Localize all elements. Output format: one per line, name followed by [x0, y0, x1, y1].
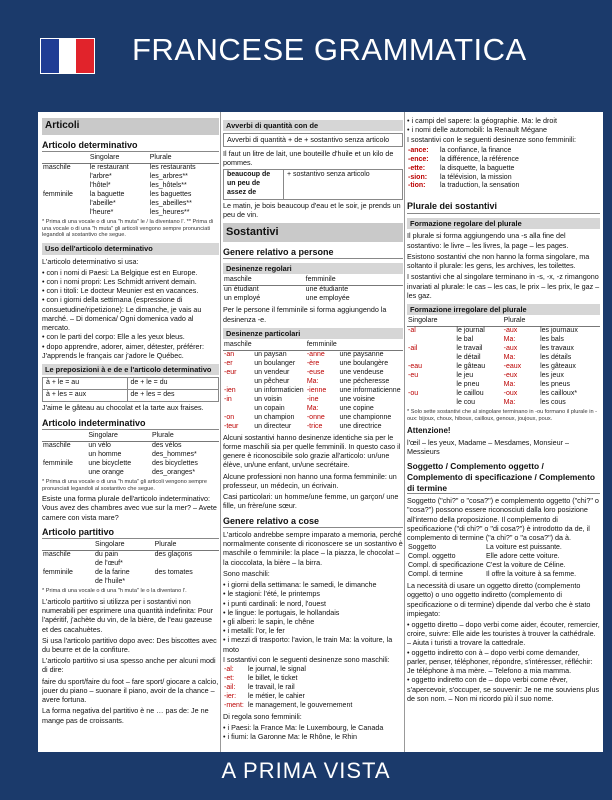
column-divider: [220, 112, 221, 752]
uso-list: [42, 268, 219, 360]
genere-cose-title: Genere relativo a cose: [223, 516, 403, 529]
part-title: Articolo partitivo: [42, 527, 219, 540]
indet-table: Singolare Plurale maschile un vélo des vélos un homme des_hommes* femminile une bicyclette des bicyclettes une orange des_oranges*: [42, 432, 219, 478]
form-text: I sostantivi che al singolare terminano in -s, -x, -z rimangono invariati al plurale: le cas – les cas, le prix – les prix, le gaz – les gaz.: [407, 272, 600, 300]
table-row: Compl. di termine Il offre la voiture à sa femme.: [408, 571, 577, 579]
table-row: -er un boulanger -ère une boulangère: [224, 360, 389, 368]
table-row: un employé une employée: [224, 295, 350, 303]
table-row: un homme des_hommes*: [88, 450, 197, 458]
content-panel: [38, 112, 603, 752]
column-3: [407, 116, 600, 748]
table-row: maschile du pain des glaçons: [43, 551, 192, 559]
part-text: L'articolo partitivo si usa spesso anche per alcuni modi di dire:: [42, 656, 216, 675]
footnote: * Prima di una vocale o di una "h muta" le / la diventano l'. ** Prima di una vocale o di una "h muta" gli articoli vengono sempre pronunciati legandoli al sostantivo che segue.: [42, 218, 214, 239]
part-text: faire du sport/faire du foot – fare sport/ giocare a calcio, jouer du piano – suonare il piano, avoir de la chance – avere fortuna.: [42, 676, 219, 705]
list-item: • con i nomi propri: Les Schmidt arrivent demain.: [42, 277, 219, 286]
regolari-table: maschile femminile un étudiant une étudiante un employé une employée: [223, 276, 403, 304]
partic-text: Casi particolari: un homme/une femme, un garçon/ une fille, un frère/une sœur.: [223, 492, 399, 511]
list-item: • oggetto indiretto con de – dopo verbi come rêver, s'apercevoir, s'occuper, se souvenir: Je ne me souviens plus de son nom. – Non mi ricordo più il suo nome.: [407, 675, 600, 703]
nec-list: [407, 620, 600, 703]
table-row: de l'huile*: [95, 578, 126, 586]
fem-label: Di regola sono femminili:: [223, 711, 302, 721]
table-row: -al le journal -aux les journaux: [408, 327, 578, 335]
avv-table: [223, 169, 403, 200]
sogg-table: [407, 544, 600, 580]
table-row: l'heure* les_heures**: [89, 209, 190, 217]
table-row: Soggetto La voiture est puissante.: [408, 544, 562, 552]
cose-text: L'articolo andrebbe sempre imparato a memoria, perché normalmente consente di riconoscere se un sostantivo è maschile o femminile: la place – la piazza, le chocolat – la cioccolata, la bière – la birra.: [223, 530, 403, 567]
attenzione-label: Attenzione!: [407, 426, 451, 436]
table-row: -eu le jeu -eux les jeux: [408, 372, 564, 380]
list-item: • i Paesi: la France Ma: le Luxembourg, le Canada: [223, 723, 403, 732]
footer-brand: A PRIMA VISTA: [221, 758, 391, 783]
sogg-text: Soggetto ("chi?" o "cosa?") e complemento oggetto ("chi?" o "cosa?") possono essere riconosciuti dalla loro posizione all'interno della proposizione. Il complemento di specificazione ("di chi?" o "di cosa?") è introdotto da de, il complemento di termine ("a chi?" o "a cosa?") da à.: [407, 496, 599, 543]
plurale-title: Plurale dei sostantivi: [407, 201, 600, 214]
table-row: -sion: la télévision, la mission: [408, 173, 512, 181]
table-row: -et: le billet, le ticket: [224, 675, 298, 683]
irr-table: Singolare Plurale -al le journal -aux les journaux le bal Ma: les bals -ail le travail -aux les travaux le détail Ma: les détails -eau le gâteau -eaux les gâteaux -eu le jeu -eux les jeux le pneu Ma: les pneus -ou le caillou -oux les cailloux* le cou Ma: les cous: [407, 317, 600, 408]
uso-title: Uso dell'articolo determinativo: [42, 243, 219, 254]
footnote: * Prima di una vocale o di una "h muta" gli articoli vengono sempre pronunciati legandoli al sostantivo che segue.: [42, 478, 208, 492]
list-item: • i punti cardinali: le nord, l'ouest: [223, 599, 403, 608]
prep-example: J'aime le gâteau au chocolat et la tarte aux fraises.: [42, 403, 204, 413]
table-row: le cou Ma: les cous: [456, 398, 566, 406]
attenzione-text: l'œil – les yeux, Madame – Mesdames, Monsieur – Messieurs: [407, 437, 569, 456]
det-title: Articolo determinativo: [42, 140, 219, 153]
indet-title: Articolo indeterminativo: [42, 418, 219, 431]
fem-list: [223, 723, 403, 741]
masc-label: Sono maschili:: [223, 568, 270, 578]
partic-text: Alcuni sostantivi hanno desinenze identiche sia per le forme maschili sia per quelle femminili. In questo caso il genere è riconoscibile solo grazie all'articolo: un/une élève, un/une enfant, un/une secrétaire.: [223, 432, 401, 470]
table-row: -teur un directeur -trice une directrice: [224, 422, 382, 430]
france-flag-icon: [40, 38, 95, 74]
section-articoli: Articoli: [42, 118, 219, 135]
partic-title: Desinenze particolari: [223, 328, 403, 339]
sogg-title: Soggetto / Complemento oggetto / Complemento di specificazione / Complemento di termine: [407, 461, 600, 494]
indet-text: Esiste una forma plurale dell'articolo indeterminativo: Vous avez des chambres avec vue sur la mer? – Avete camere con vista mare?: [42, 494, 217, 522]
table-row: -ier: le métier, le cahier: [224, 692, 305, 700]
table-row: -al: le journal, le signal: [224, 666, 306, 674]
list-item: • le lingue: le portugais, le hollandais: [223, 608, 403, 617]
table-row: l'arbre* les_arbres**: [89, 173, 188, 181]
table-row: le détail Ma: les détails: [456, 354, 572, 362]
list-item: • con i nomi di Paesi: La Belgique est en Europe.: [42, 268, 219, 277]
list-item: • oggetto indiretto con à – dopo verbi come demander, parler, penser, téléphoner, répondre, s'intéresser, réfléchir: Je téléphone à ma mère. – Telefono a mia mamma.: [407, 648, 600, 676]
prep-title: Le preposizioni à e de e l'articolo determinativo: [42, 364, 219, 375]
table-row: le pneu Ma: les pneus: [456, 381, 571, 389]
genere-persone-title: Genere relativo a persone: [223, 247, 403, 260]
det-table: Singolare Plurale maschile le restaurant les restaurants l'arbre* les_arbres** l'hôtel* les_hôtels** femminile la baguette les baguettes l'abeille* les_abeilles** l'heure* les_heures**: [42, 154, 219, 218]
table-row: -ail le travail -aux les travaux: [408, 345, 574, 353]
table-row: -eur un vendeur -euse une vendeuse: [224, 369, 384, 377]
table-row: l'hôtel* les_hôtels**: [89, 182, 187, 190]
list-item: • i giorni della settimana: le samedi, le dimanche: [223, 580, 403, 589]
part-text: La forma negativa del partitivo è ne … pas de: Je ne mange pas de croissants.: [42, 706, 209, 725]
column-1: [42, 116, 219, 748]
partic-text: Alcune professioni non hanno una forma femminile: un professeur, un médecin, un écrivain.: [223, 471, 397, 490]
table-row: -ance: la confiance, la finance: [408, 146, 512, 154]
table-row: à + les = aux de + les = des: [43, 390, 219, 402]
part-table: Singolare Plurale maschile du pain des glaçons de l'œuf* femminile de la farine des tomates de l'huile*: [42, 541, 219, 587]
list-item: • i campi del sapere: la géographie. Ma: le droit: [407, 116, 600, 125]
avv-example: Le matin, je bois beaucoup d'eau et le soir, je prends un peu de vin.: [223, 200, 401, 220]
fem-desin-label: I sostantivi con le seguenti desinenze sono femminili:: [407, 135, 576, 145]
regolari-title: Desinenze regolari: [223, 263, 403, 274]
section-sostantivi: Sostantivi: [223, 223, 403, 241]
table-row: maschile un vélo des vélos: [43, 442, 182, 450]
table-row: femminile de la farine des tomates: [43, 569, 193, 577]
table-row: femminile une bicyclette des bicyclettes: [43, 459, 198, 467]
top-list: [407, 116, 600, 134]
part-text: Si usa l'articolo partitivo dopo avec: Des biscottes avec du beurre et de la confiture.: [42, 635, 217, 654]
table-row: une orange des_oranges*: [88, 468, 196, 476]
column-2: [223, 116, 403, 748]
list-item: • con i titoli: Le docteur Meunier est en vacances.: [42, 286, 219, 295]
desin-masc-table: [223, 666, 403, 711]
part-text: L'articolo partitivo si utilizza per i sostantivi non numerabili per esprimere una quantità indefinita: Pour l'apéritif, j'achète du vin, de la bière, de l'eau gazeuse et des cacahuètes.: [42, 596, 214, 634]
list-item: • gli alberi: le sapin, le chêne: [223, 617, 403, 626]
avv-rule: Avverbi di quantità + de + sostantivo senza articolo: [223, 133, 403, 146]
page-title: FRANCESE GRAMMATICA: [132, 32, 527, 67]
list-item: • le stagioni: l'été, le printemps: [223, 589, 403, 598]
table-row: -ien un informaticien -ienne une informaticienne: [224, 387, 401, 395]
table-row: -tion: la traduction, la sensation: [408, 182, 520, 190]
list-item: • dopo apprendre, adorer, aimer, détester, préférer: J'apprends le français car j'adore le Québec.: [42, 342, 219, 360]
table-row: l'abeille* les_abeilles**: [89, 200, 192, 208]
form-text: Esistono sostantivi che non hanno la forma singolare, ma soltanto il plurale: les gens, les archives, les toilettes.: [407, 251, 590, 271]
prep-table: [42, 377, 219, 402]
avv-title: Avverbi di quantità con de: [223, 120, 403, 131]
table-row: -ail: le travail, le rail: [224, 684, 295, 692]
nec-text: La necessità di usare un oggetto diretto (complemento oggetto) o uno oggetto indiretto (complemento di specificazione o di termine) dipende dal verbo che è stato impiegato:: [407, 581, 591, 618]
list-item: • con le parti del corpo: Elle a les yeux bleus.: [42, 332, 219, 341]
list-item: • i nomi delle automobili: la Renault Mégane: [407, 125, 600, 134]
table-row: femminile la baguette les baguettes: [43, 191, 192, 199]
table-row: -on un champion -onne une championne: [224, 413, 392, 421]
footnote: * Solo sette sostantivi che al singolare terminano in -ou formano il plurale in -oux: bijoux, choux, hiboux, cailloux, genoux, joujoux, poux.: [407, 408, 597, 422]
fem-desin-table: [407, 147, 600, 192]
table-row: -ence: la différence, la référence: [408, 155, 519, 163]
desin-masc-label: I sostantivi con le seguenti desinenze sono maschili:: [223, 654, 390, 664]
list-item: • con i giorni della settimana (espressione di consuetudine/ripetizione): Le dimanche, je vais au marché. – Di domenica/ Ogni domenica vado al mercato.: [42, 295, 219, 332]
table-row: un copain Ma: une copine: [254, 404, 374, 412]
table-row: le bal Ma: les bals: [456, 336, 564, 344]
table-row: beaucoup de un peu de assez de + sostantivo senza articolo: [224, 170, 403, 200]
list-item: • i metalli: l'or, le fer: [223, 626, 403, 635]
table-row: un pêcheur Ma: une pécheresse: [254, 378, 390, 386]
irr-title: Formazione irregolare del plurale: [407, 304, 600, 315]
table-row: -an un paysan -anne une paysanne: [224, 351, 384, 359]
list-item: • oggetto diretto – dopo verbi come aider, écouter, remercier, croire, suivre: Elle aide les touristes à trouver la cathédrale. – Aiuta i turisti a trovare la cattedrale.: [407, 620, 600, 648]
table-row: à + le = au de + le = du: [43, 378, 219, 390]
uso-intro: L'articolo determinativo si usa:: [42, 256, 139, 266]
masc-list: [223, 580, 403, 654]
table-row: -eau le gâteau -eaux les gâteaux: [408, 363, 576, 371]
reg-text: Per le persone il femminile si forma aggiungendo la desinenza -e.: [223, 305, 387, 324]
form-text: Il plurale si forma aggiungendo una -s alla fine del sostantivo: le livre – les livres, la page – les pages.: [407, 231, 569, 250]
table-row: Compl. oggetto Elle adore cette voiture.: [408, 553, 560, 561]
partic-table: maschile femminile -an un paysan -anne une paysanne -er un boulanger -ère une boulangère -eur un vendeur -euse une vendeuse un pêcheur Ma: une pécheresse -ien un informaticien -ienne une informaticienne -in un voisin -ine une voisine un copain Ma: une copine -on un champion -onne une championne -teur un directeur -trice une directrice: [223, 341, 403, 432]
footnote: * Prima di una vocale o di una "h muta" le o la diventano l'.: [42, 588, 187, 595]
table-row: de l'œuf*: [95, 560, 123, 568]
table-row: maschile le restaurant les restaurants: [43, 164, 196, 172]
form-title: Formazione regolare del plurale: [407, 218, 600, 229]
list-item: • i mezzi di trasporto: l'avion, le train Ma: la voiture, la moto: [223, 635, 403, 653]
table-row: -ment: le management, le gouvernement: [224, 701, 353, 709]
table-row: -in un voisin -ine une voisine: [224, 395, 375, 403]
table-row: Compl. di specificazione C'est la voiture de Céline.: [408, 562, 566, 570]
avv-text: Il faut un litre de lait, une bouteille d'huile et un kilo de pommes.: [223, 148, 394, 167]
list-item: • i fiumi: la Garonne Ma: le Rhône, le Rhin: [223, 732, 403, 741]
column-divider: [404, 112, 405, 752]
table-row: un étudiant une étudiante: [224, 286, 349, 294]
table-row: -ette: la disquette, la baguette: [408, 164, 515, 172]
table-row: -ou le caillou -oux les cailloux*: [408, 390, 578, 398]
